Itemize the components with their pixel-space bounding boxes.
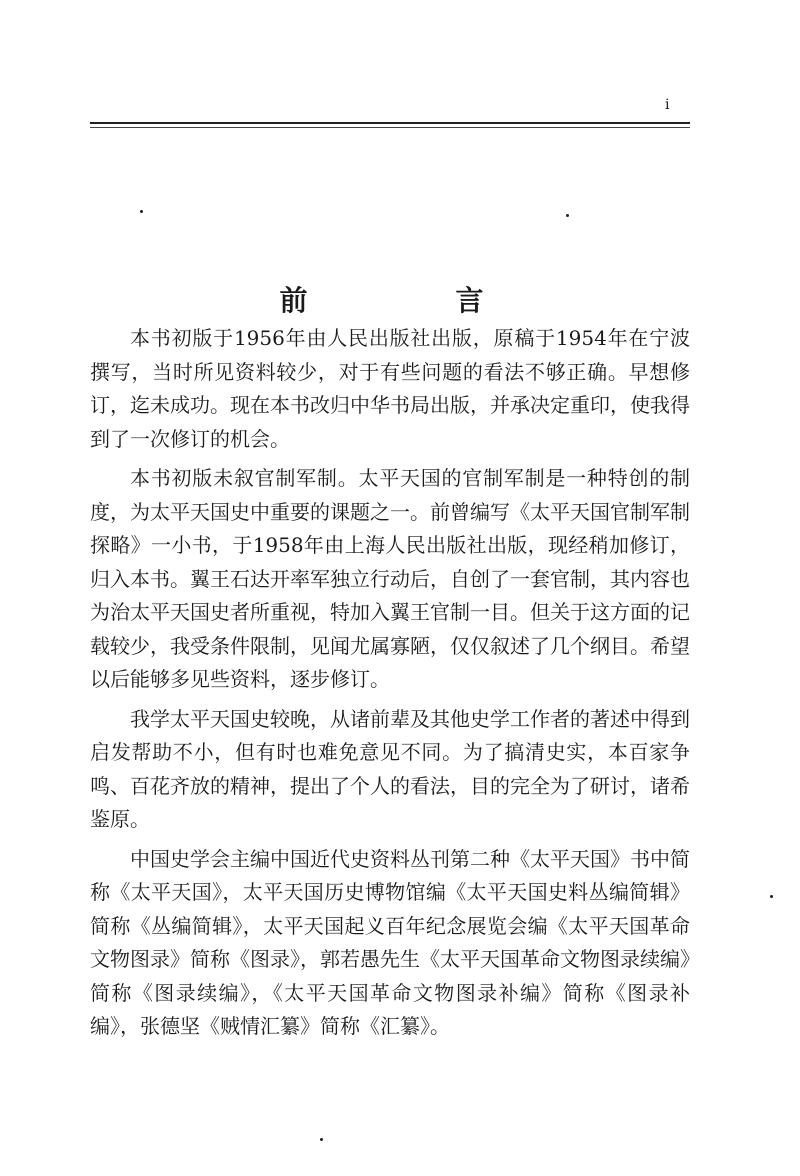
paragraph: 本书初版未叙官制军制。太平天国的官制军制是一种特创的制度，为太平天国史中重要的课题之一。前曾编写《太平天国官制军制探略》一小书，于1958年由上海人民出版社出版，现经稍加修订，归入本书。翼王石达开率军独立行动后，自创了一套官制，其内容也为治太平天国史者所重视，特加入翼王官制一目。但关于这方面的记载较少，我受条件限制，见闻尤属寡陋，仅仅叙述了几个纲目。希望以后能够多见些资料，逐步修订。: [90, 466, 690, 691]
page-title: 前 言: [279, 283, 544, 317]
paragraph: 中国史学会主编中国近代史资料丛刊第二种《太平天国》书中简称《太平天国》，太平天国历史博物馆编《太平天国史料丛编简辑》简称《丛编简辑》，太平天国起义百年纪念展览会编《太平天国革命文物图录》简称《图录》，郭若愚先生《太平天国革命文物图录续编》简称《图录续编》，《太平天国革命文物图录补编》简称《图录补编》，张德坚《贼情汇纂》简称《汇纂》。: [90, 846, 690, 1038]
scan-speck: [140, 210, 143, 213]
page-number: i: [665, 97, 670, 113]
paragraph: 本书初版于1956年由人民出版社出版，原稿于1954年在宁波撰写，当时所见资料较少，对于有些问题的看法不够正确。早想修订，迄未成功。现在本书改归中华书局出版，并承决定重印，使我得到了一次修订的机会。: [90, 326, 690, 451]
scan-speck: [320, 1138, 323, 1141]
scan-speck: [566, 214, 569, 217]
scan-speck: [770, 895, 773, 898]
body-text: [90, 322, 690, 1050]
header-rule: [90, 122, 690, 128]
paragraph: 我学太平天国史较晚，从诸前辈及其他史学工作者的著述中得到启发帮助不小，但有时也难免意见不同。为了搞清史实，本百家争鸣、百花齐放的精神，提出了个人的看法，目的完全为了研讨，诸希鉴原。: [90, 706, 690, 831]
